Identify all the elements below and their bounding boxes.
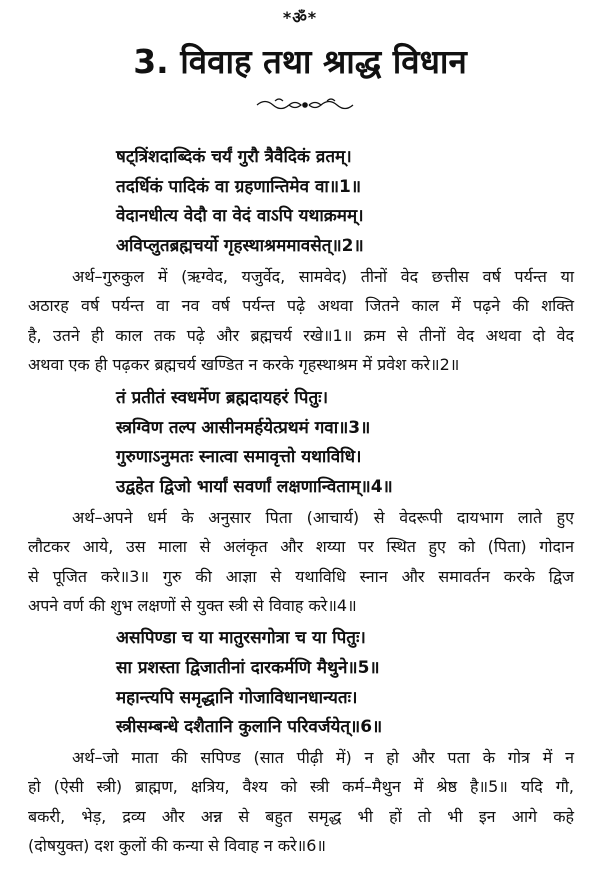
verse-line: स्त्रग्विण तल्प आसीनमर्हयेत्प्रथमं गवा॥3॥: [116, 418, 371, 438]
verse-line: स्त्रीसम्बन्धे दशैतानि कुलानि परिवर्जयेत्॥6॥: [116, 717, 383, 737]
meaning-line: अर्थ–अपने धर्म के अनुसार पिता (आचार्य) से वेदरूपी दायभाग लाते हुए: [72, 508, 574, 527]
verse-line: तदर्धिकं पादिकं वा ग्रहणान्तिमेव वा॥1॥: [116, 177, 362, 197]
verse-line: गुरुणाऽनुमतः स्नात्वा समावृत्तो यथाविधि।: [116, 447, 362, 467]
ornament-divider: [255, 96, 355, 112]
meaning-line: लौटकर आये, उस माला से अलंकृत और शय्या पर स्थित हुए को (पिता) गोदान: [28, 537, 574, 557]
verse-line: असपिण्डा च या मातुरसगोत्रा च या पितुः।: [116, 628, 366, 648]
meaning-paragraph: [28, 743, 574, 861]
meaning-line: अठारह वर्ष पर्यन्त वा नव वर्ष पर्यन्त पढ़े अथवा जितने काल में पढ़ने की शक्ति: [28, 296, 574, 316]
verse-line: अविप्लुतब्रह्मचर्यो गृहस्थाश्रममावसेत्॥2॥: [116, 236, 364, 256]
meaning-line: अपने वर्ण की शुभ लक्षणों से युक्त स्त्री से विवाह करे॥4॥: [28, 596, 357, 616]
meaning-line: अथवा एक ही पढ़कर ब्रह्मचर्य खण्डित न करके गृहस्थाश्रम में प्रवेश करे॥2॥: [28, 355, 460, 375]
verse-line: सा प्रशस्ता द्विजातीनां दारकर्मणि मैथुने॥5॥: [116, 658, 380, 678]
chapter-title: 3. विवाह तथा श्राद्ध विधान: [133, 42, 467, 81]
verse-line: उद्वहेत द्विजो भार्यां सवर्णां लक्षणान्विताम्॥4॥: [116, 477, 393, 497]
meaning-line: अर्थ–गुरुकुल में (ऋग्वेद, यजुर्वेद, सामवेद) तीनों वेद छत्तीस वर्ष पर्यन्त या: [72, 267, 574, 286]
verse-line: तं प्रतीतं स्वधर्मेण ब्रह्मदायहरं पितुः।: [116, 388, 329, 408]
meaning-line: हो (ऐसी स्त्री) ब्राह्मण, क्षत्रिय, वैश्य को स्त्री कर्म–मैथुन में श्रेष्ठ है॥5॥ यदि गौ,: [28, 777, 574, 797]
meaning-paragraph: [28, 503, 574, 621]
verse-line: षट्त्रिंशदाब्दिकं चर्यं गुरौ त्रैवैदिकं व्रतम्।: [116, 147, 352, 167]
om-symbol: *ॐ*: [282, 8, 318, 27]
meaning-line: अर्थ–जो माता की सपिण्ड (सात पीढ़ी में) न हो और पता के गोत्र में न: [72, 748, 574, 767]
meaning-line: बकरी, भेड़, द्रव्य और अन्न से बहुत समृद्ध भी हों तो भी इन आगे कहे: [28, 806, 574, 826]
verse-line: वेदानधीत्य वेदौ वा वेदं वाऽपि यथाक्रमम्।: [116, 206, 364, 226]
meaning-line: (दोषयुक्त) दश कुलों की कन्या से विवाह न करे॥6॥: [28, 836, 327, 856]
meaning-line: से पूजित करे॥3॥ गुरु की आज्ञा से यथाविधि स्नान और समावर्तन करके द्विज: [28, 566, 574, 586]
verse-line: महान्त्यपि समृद्धानि गोजाविधानधान्यतः।: [116, 688, 358, 708]
meaning-line: है, उतने ही काल तक पढ़े और ब्रह्मचर्य रखे॥1॥ क्रम से तीनों वेद अथवा दो वेद: [28, 325, 574, 345]
meaning-paragraph: [28, 262, 574, 380]
